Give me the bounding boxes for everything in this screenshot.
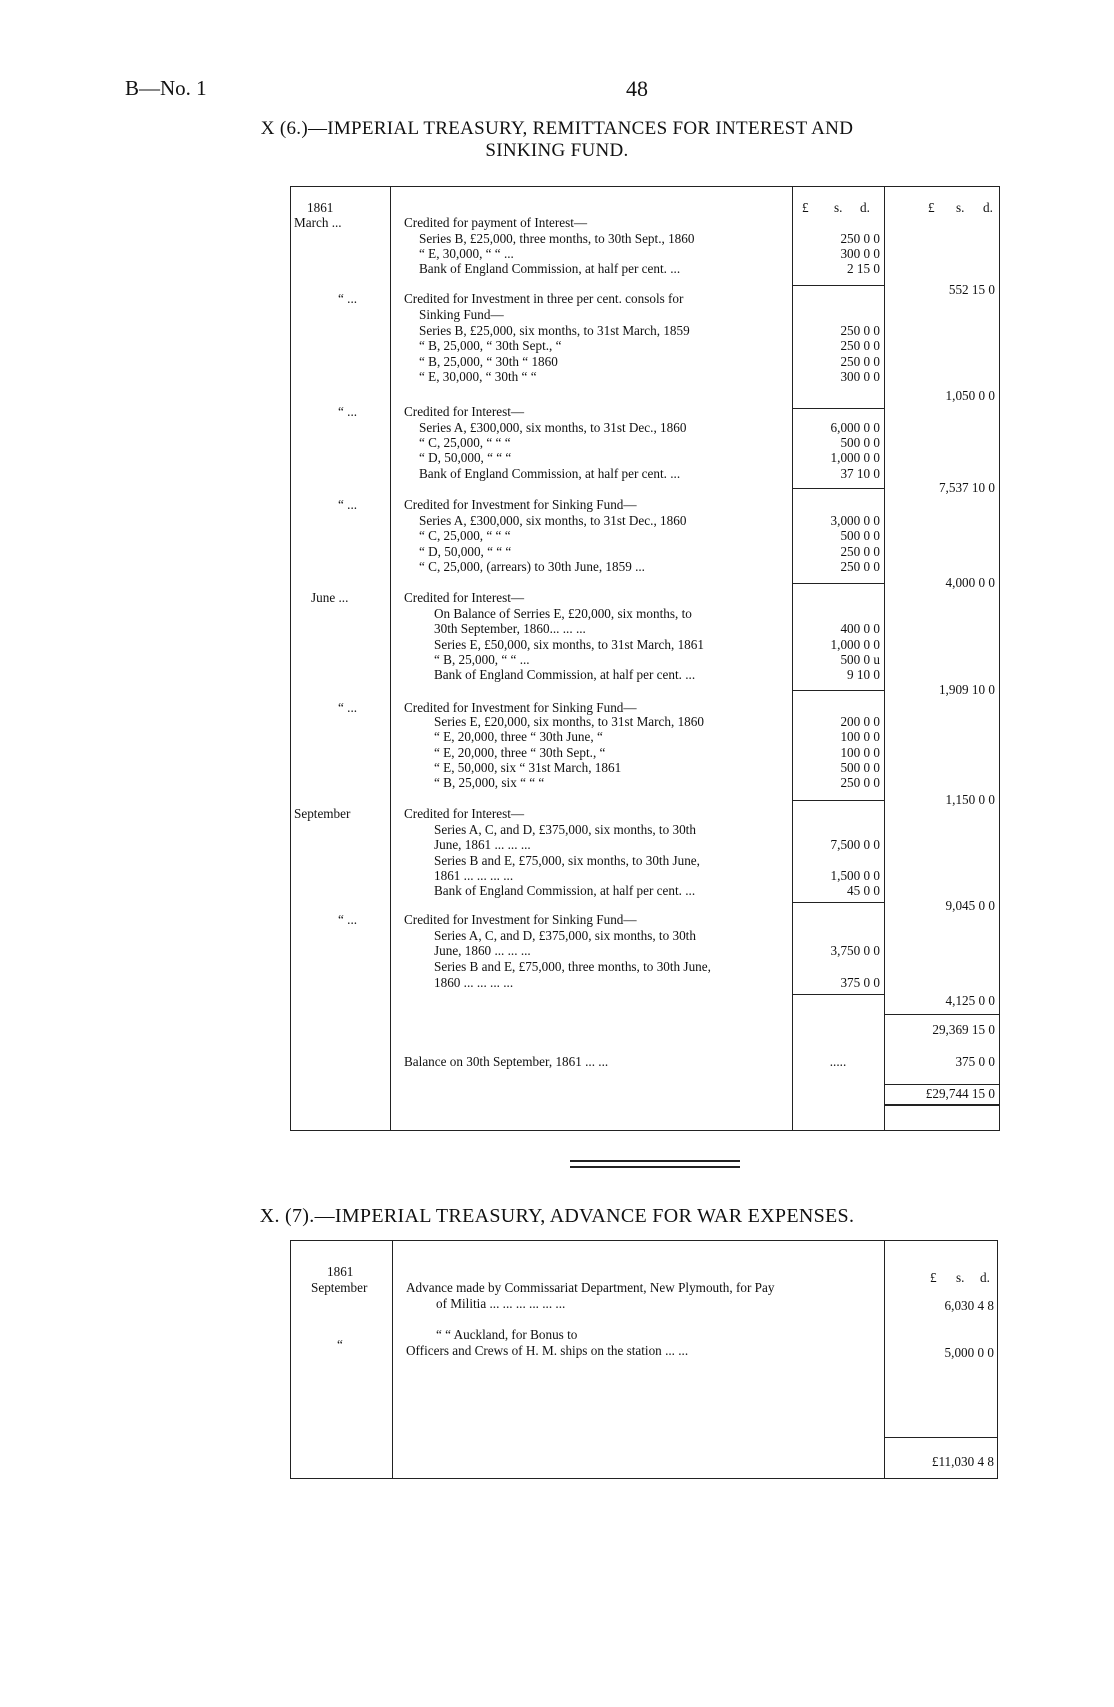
entry-total: 4,000 0 0 <box>945 575 995 590</box>
entry-line: Bank of England Commission, at half per cent. ... <box>434 667 696 682</box>
entry-line: Series E, £50,000, six months, to 31st March, 1861 <box>434 637 704 652</box>
entry-line: Series A, £300,000, six months, to 31st Dec., 1860 <box>419 420 687 435</box>
col-head-pence-total: d. <box>983 200 993 215</box>
balance-amount: 375 0 0 <box>955 1054 995 1069</box>
entry-amount: 500 0 0 <box>840 435 880 450</box>
entry-line: Series A, £300,000, six months, to 31st Dec., 1860 <box>419 513 687 528</box>
entry-amount: 300 0 0 <box>840 246 880 261</box>
table1-right-border <box>999 186 1000 1130</box>
entry-date: “ ... <box>338 700 358 715</box>
entry-amount: 100 0 0 <box>840 729 880 744</box>
entry-amount: 9 10 0 <box>847 667 880 682</box>
rule <box>792 488 884 489</box>
table2-row2-date: “ <box>337 1337 343 1352</box>
entry-amount: 300 0 0 <box>840 369 880 384</box>
section-separator <box>570 1160 740 1162</box>
entry-line: Series A, C, and D, £375,000, six months, to 30th <box>434 928 696 943</box>
rule <box>884 1437 997 1438</box>
entry-line: “ C, 25,000, (arrears) to 30th June, 1859 ... <box>419 559 645 574</box>
rule <box>792 800 884 801</box>
entry-amount: 6,000 0 0 <box>830 420 880 435</box>
rule <box>884 1014 999 1015</box>
rule <box>792 994 884 995</box>
table2-row1-amount: 6,030 4 8 <box>944 1298 994 1313</box>
entry-amount: 1,000 0 0 <box>830 450 880 465</box>
entry-amount: 200 0 0 <box>840 714 880 729</box>
entry-amount: 2 15 0 <box>847 261 880 276</box>
entry-amount: 500 0 0 <box>840 528 880 543</box>
page-number: 48 <box>626 76 648 101</box>
entry-line: Series B, £25,000, three months, to 30th Sept., 1860 <box>419 231 695 246</box>
rule <box>792 408 884 409</box>
entry-line: On Balance of Serries E, £20,000, six months, to <box>434 606 692 621</box>
table2-date-divider <box>392 1240 393 1478</box>
col-head-pound-total: £ <box>928 200 935 215</box>
entry-amount: 250 0 0 <box>840 338 880 353</box>
entry-line: Series B and E, £75,000, three months, to 30th June, <box>434 959 711 974</box>
balance-placeholder: ..... <box>829 1054 847 1069</box>
entry-amount: 500 0 u <box>840 652 880 667</box>
entry-line: Bank of England Commission, at half per cent. ... <box>434 883 696 898</box>
table2-col-pence: d. <box>980 1270 990 1285</box>
entry-line: “ C, 25,000, “ “ “ <box>419 435 511 450</box>
entry-total: 1,909 10 0 <box>938 682 995 697</box>
entry-amount: 500 0 0 <box>840 760 880 775</box>
entry-date: June ... <box>311 590 349 605</box>
entry-line: “ E, 20,000, three “ 30th Sept., “ <box>434 745 606 760</box>
entry-amount: 250 0 0 <box>840 354 880 369</box>
entry-total: 4,125 0 0 <box>945 993 995 1008</box>
entry-line: “ E, 30,000, “ “ ... <box>419 246 514 261</box>
entry-line: “ E, 50,000, six “ 31st March, 1861 <box>434 760 622 775</box>
entry-date: “ ... <box>338 497 358 512</box>
entry-amount: 1,000 0 0 <box>830 637 880 652</box>
entry-line: 30th September, 1860... ... ... <box>434 621 586 636</box>
entry-date: September <box>294 806 351 821</box>
table1-top-rule <box>290 186 1000 187</box>
entry-date: “ ... <box>338 404 358 419</box>
entry-heading: Credited for Investment for Sinking Fund— <box>404 912 637 927</box>
col-head-pence: d. <box>860 200 870 215</box>
subtotal: 29,369 15 0 <box>932 1022 995 1037</box>
entry-heading: Credited for Investment for Sinking Fund— <box>404 497 637 512</box>
table2-month: September <box>311 1280 368 1295</box>
entry-line: June, 1861 ... ... ... <box>434 837 531 852</box>
table1-title <box>0 118 1114 162</box>
rule <box>792 583 884 584</box>
entry-date: March ... <box>294 215 342 230</box>
entry-amount: 45 0 0 <box>847 883 880 898</box>
table1-bottom-rule <box>290 1130 1000 1131</box>
entry-total: 552 15 0 <box>948 282 995 297</box>
table2-top-rule <box>290 1240 998 1241</box>
entry-amount: 250 0 0 <box>840 775 880 790</box>
table2-row2-line2: Officers and Crews of H. M. ships on the station ... ... <box>406 1343 689 1358</box>
rule <box>884 1104 999 1106</box>
entry-heading-cont: Sinking Fund— <box>419 307 504 322</box>
entry-total: 9,045 0 0 <box>945 898 995 913</box>
entry-line: “ B, 25,000, “ “ ... <box>434 652 530 667</box>
table2-row1-line1: Advance made by Commissariat Department, New Plymouth, for Pay <box>406 1280 775 1295</box>
table2-row2-amount: 5,000 0 0 <box>944 1345 994 1360</box>
table2-year: 1861 <box>327 1264 354 1279</box>
table2-total: £11,030 4 8 <box>931 1454 994 1469</box>
table2-title: X. (7).—IMPERIAL TREASURY, ADVANCE FOR WAR EXPENSES. <box>259 1205 855 1227</box>
rule <box>792 690 884 691</box>
table1-title-line1: X (6.)—IMPERIAL TREASURY, REMITTANCES FOR INTEREST AND <box>260 118 854 139</box>
table2-left-border <box>290 1240 291 1478</box>
entry-heading: Credited for Interest— <box>404 806 525 821</box>
entry-line: Series B and E, £75,000, six months, to 30th June, <box>434 853 700 868</box>
entry-line: 1860 ... ... ... ... <box>434 975 514 990</box>
entry-date: “ ... <box>338 912 358 927</box>
entry-line: June, 1860 ... ... ... <box>434 943 531 958</box>
table2-col-shilling: s. <box>956 1270 965 1285</box>
rule <box>884 1084 999 1085</box>
entry-line: “ D, 50,000, “ “ “ <box>419 450 512 465</box>
table2-bottom-rule <box>290 1478 998 1479</box>
col-head-pound: £ <box>802 200 809 215</box>
entry-heading: Credited for Investment in three per cent. consols for <box>404 291 684 306</box>
table1-left-border <box>290 186 291 1130</box>
entry-line: Bank of England Commission, at half per cent. ... <box>419 466 681 481</box>
entry-line: “ E, 30,000, “ 30th “ “ <box>419 369 537 384</box>
table1-date-divider <box>390 186 391 1130</box>
entry-total: 1,050 0 0 <box>945 388 995 403</box>
entry-line: “ C, 25,000, “ “ “ <box>419 528 511 543</box>
entry-total: 7,537 10 0 <box>938 480 995 495</box>
table1-total-divider <box>884 186 885 1130</box>
rule <box>792 285 884 286</box>
entry-line: Series A, C, and D, £375,000, six months, to 30th <box>434 822 696 837</box>
document-reference: B—No. 1 <box>125 76 207 100</box>
table1-year: 1861 <box>307 200 334 215</box>
entry-amount: 3,750 0 0 <box>830 943 880 958</box>
entry-amount: 1,500 0 0 <box>830 868 880 883</box>
entry-amount: 250 0 0 <box>840 231 880 246</box>
balance-label: Balance on 30th September, 1861 ... ... <box>404 1054 609 1069</box>
entry-line: “ D, 50,000, “ “ “ <box>419 544 512 559</box>
entry-amount: 250 0 0 <box>840 323 880 338</box>
table2-row2-line1: “ “ Auckland, for Bonus to <box>436 1327 578 1342</box>
section-separator <box>570 1166 740 1168</box>
entry-line: 1861 ... ... ... ... <box>434 868 514 883</box>
table2-right-border <box>997 1240 998 1478</box>
entry-line: Series E, £20,000, six months, to 31st March, 1860 <box>434 714 704 729</box>
grand-total: £29,744 15 0 <box>925 1086 995 1101</box>
entry-amount: 375 0 0 <box>840 975 880 990</box>
entry-amount: 7,500 0 0 <box>830 837 880 852</box>
col-head-shilling-total: s. <box>956 200 965 215</box>
entry-amount: 400 0 0 <box>840 621 880 636</box>
entry-line: “ B, 25,000, “ 30th Sept., “ <box>419 338 562 353</box>
entry-line: “ E, 20,000, three “ 30th June, “ <box>434 729 603 744</box>
col-head-shilling: s. <box>834 200 843 215</box>
entry-heading: Credited for Interest— <box>404 590 525 605</box>
entry-total: 1,150 0 0 <box>945 792 995 807</box>
entry-amount: 37 10 0 <box>840 466 880 481</box>
table2-row1-line2: of Militia ... ... ... ... ... ... <box>436 1296 566 1311</box>
entry-heading: Credited for payment of Interest— <box>404 215 588 230</box>
entry-line: Bank of England Commission, at half per cent. ... <box>419 261 681 276</box>
entry-line: “ B, 25,000, six “ “ “ <box>434 775 545 790</box>
entry-date: “ ... <box>338 291 358 306</box>
entry-heading: Credited for Interest— <box>404 404 525 419</box>
table1-title-line2: SINKING FUND. <box>485 140 629 161</box>
entry-amount: 3,000 0 0 <box>830 513 880 528</box>
entry-line: Series B, £25,000, six months, to 31st March, 1859 <box>419 323 690 338</box>
table2-col-pound: £ <box>930 1270 937 1285</box>
entry-line: “ B, 25,000, “ 30th “ 1860 <box>419 354 558 369</box>
rule <box>792 902 884 903</box>
entry-amount: 250 0 0 <box>840 559 880 574</box>
entry-amount: 100 0 0 <box>840 745 880 760</box>
entry-amount: 250 0 0 <box>840 544 880 559</box>
entry-heading: Credited for Investment for Sinking Fund— <box>404 700 637 715</box>
